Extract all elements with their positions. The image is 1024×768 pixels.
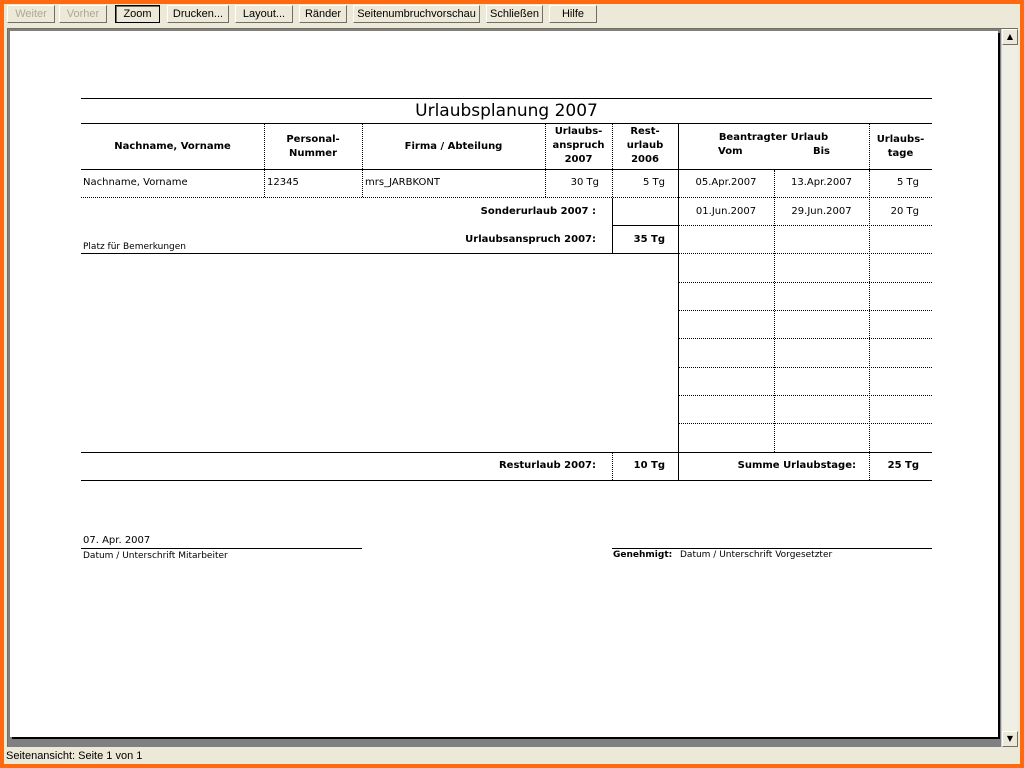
- resturlaub-value: 10 Tg: [633, 460, 665, 471]
- rule: [81, 452, 932, 453]
- signature-supervisor-caption: Datum / Unterschrift Vorgesetzter: [680, 550, 833, 560]
- header-name: Nachname, Vorname: [114, 141, 231, 152]
- vacation-vom: 01.Jun.2007: [695, 206, 757, 217]
- preview-area[interactable]: [7, 28, 1018, 747]
- signature-employee-caption: Datum / Unterschrift Mitarbeiter: [83, 551, 228, 561]
- genehmigt-label: Genehmigt:: [613, 550, 673, 560]
- margins-button[interactable]: Ränder: [299, 5, 347, 23]
- print-preview-window: [4, 4, 1020, 764]
- anspruch-total-value: 35 Tg: [633, 234, 665, 245]
- column-divider: [869, 124, 870, 169]
- row-divider: [678, 310, 932, 311]
- row-divider: [678, 423, 932, 424]
- rule: [81, 98, 932, 99]
- vacation-bis: 29.Jun.2007: [791, 206, 852, 217]
- layout-button[interactable]: Layout...: [235, 5, 293, 23]
- resturlaub-label: Resturlaub 2007:: [498, 460, 596, 471]
- report-page: [10, 31, 998, 737]
- column-divider: [678, 124, 679, 169]
- employee-number: 12345: [267, 177, 299, 188]
- scroll-down-icon[interactable]: ▼: [1002, 731, 1018, 747]
- help-button[interactable]: Hilfe: [549, 5, 597, 23]
- column-divider: [362, 170, 363, 197]
- header-rest-2: urlaub: [626, 140, 664, 151]
- close-button[interactable]: Schließen: [486, 5, 543, 23]
- row-divider: [678, 225, 932, 226]
- row-divider: [678, 253, 932, 254]
- rule: [81, 169, 932, 170]
- header-anspruch-3: 2007: [564, 154, 593, 165]
- header-vom: Vom: [718, 146, 743, 157]
- row-divider: [678, 282, 932, 283]
- header-tage-2: tage: [887, 148, 914, 159]
- report-title: Urlaubsplanung 2007: [415, 101, 598, 121]
- header-firma: Firma / Abteilung: [404, 141, 503, 152]
- header-personal-1: Personal-: [286, 134, 340, 145]
- summe-value: 25 Tg: [887, 460, 919, 471]
- page-break-preview-button[interactable]: Seitenumbruchvorschau: [353, 5, 480, 23]
- header-anspruch-2: anspruch: [552, 140, 605, 151]
- rule: [612, 225, 678, 226]
- preview-toolbar: [4, 4, 1020, 26]
- sonderurlaub-label: Sonderurlaub 2007 :: [480, 206, 596, 217]
- scroll-up-icon[interactable]: ▲: [1002, 29, 1018, 45]
- row-divider: [678, 338, 932, 339]
- status-text: Seitenansicht: Seite 1 von 1: [6, 750, 143, 762]
- row-divider: [678, 395, 932, 396]
- employee-anspruch: 30 Tg: [570, 177, 599, 188]
- summe-label: Summe Urlaubstage:: [737, 460, 856, 471]
- rule: [81, 253, 678, 254]
- vertical-scrollbar[interactable]: [1001, 29, 1018, 747]
- print-button[interactable]: Drucken...: [167, 5, 229, 23]
- next-page-button[interactable]: Weiter: [7, 5, 55, 23]
- header-rest-1: Rest-: [630, 126, 660, 137]
- header-personal-2: Nummer: [288, 148, 338, 159]
- header-rest-3: 2006: [631, 154, 659, 165]
- zoom-button[interactable]: Zoom: [115, 5, 160, 23]
- vacation-bis: 13.Apr.2007: [791, 177, 852, 188]
- row-divider: [678, 367, 932, 368]
- header-tage-1: Urlaubs-: [876, 134, 925, 145]
- vacation-vom: 05.Apr.2007: [695, 177, 757, 188]
- header-beantragt: Beantragter Urlaub: [718, 132, 829, 143]
- header-bis: Bis: [813, 146, 831, 157]
- vacation-tage: 20 Tg: [890, 206, 919, 217]
- vacation-tage: 5 Tg: [897, 177, 919, 188]
- rule: [81, 480, 932, 481]
- column-divider: [264, 124, 265, 169]
- bemerkungen-label: Platz für Bemerkungen: [83, 242, 187, 252]
- employee-rest: 5 Tg: [643, 177, 665, 188]
- employee-firma: mrs_JARBKONT: [365, 177, 440, 188]
- employee-name: Nachname, Vorname: [83, 177, 188, 188]
- header-anspruch-1: Urlaubs-: [554, 126, 603, 137]
- anspruch-total-label: Urlaubsanspruch 2007:: [465, 234, 596, 245]
- status-bar: [4, 748, 1020, 764]
- signature-date: 07. Apr. 2007: [83, 535, 151, 546]
- row-divider: [81, 197, 932, 198]
- signature-line: [81, 548, 362, 549]
- previous-page-button[interactable]: Vorher: [59, 5, 107, 23]
- signature-line: [612, 548, 932, 549]
- rule: [81, 123, 932, 124]
- column-divider: [264, 170, 265, 197]
